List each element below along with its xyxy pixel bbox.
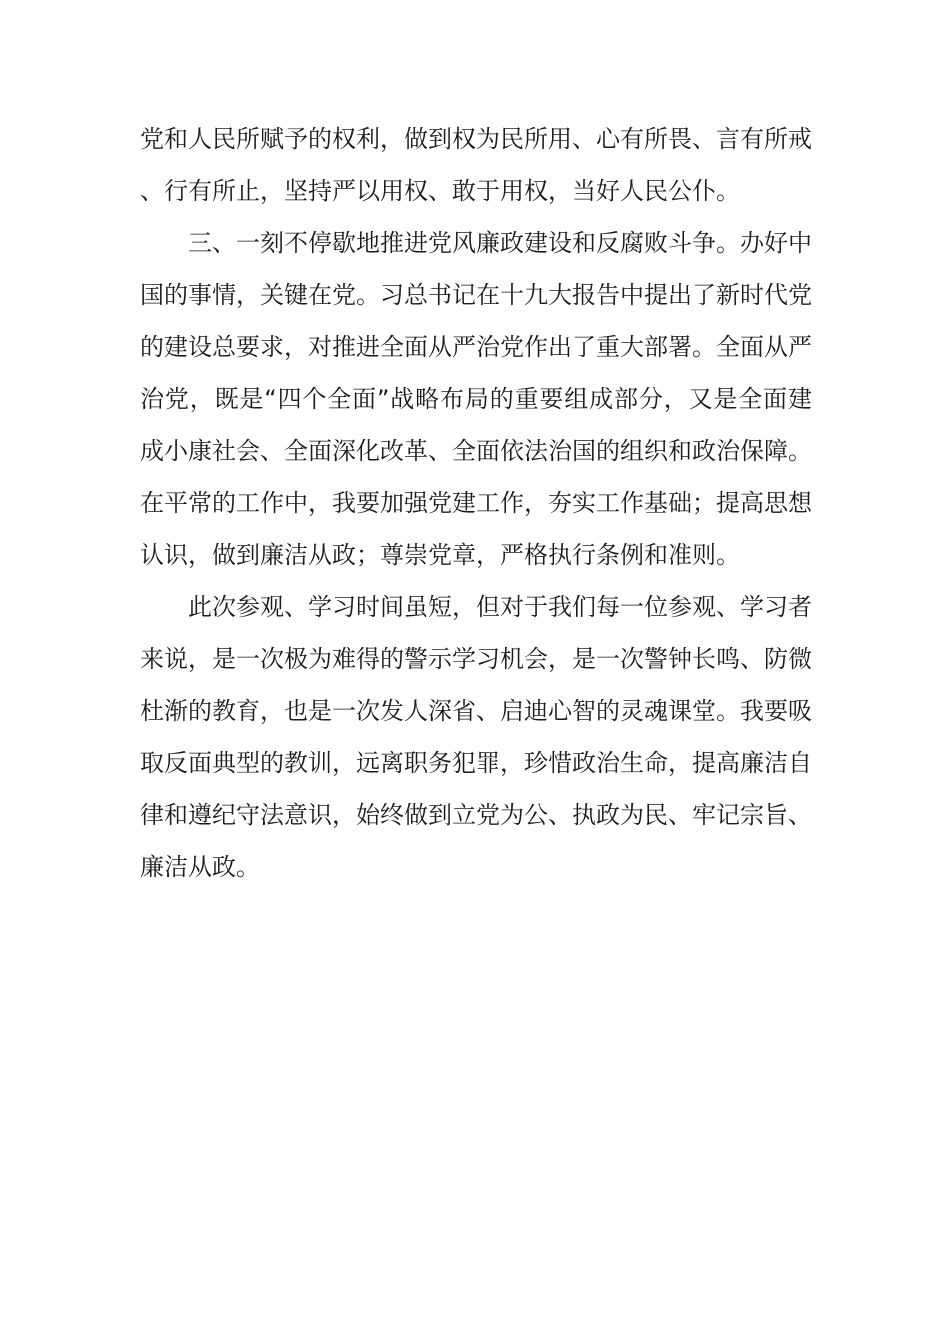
- paragraph-continuation: 党和人民所赋予的权利，做到权为民所用、心有所畏、言有所戒、行有所止，坚持严以用权、敢于用权，当好人民公仆。: [140, 125, 812, 205]
- paragraph-section-three: 三、一刻不停歇地推进党风廉政建设和反腐败斗争。办好中国的事情，关键在党。习总书记在十九大报告中提出了新时代党的建设总要求，对推进全面从严治党作出了重大部署。全面从严治党，既是“四个全面”战略布局的重要组成部分，又是全面建成小康社会、全面深化改革、全面依法治国的组织和政治保障。在平常的工作中，我要加强党建工作，夯实工作基础；提高思想认识，做到廉洁从政；尊崇党章，严格执行条例和准则。: [140, 229, 812, 569]
- document-body: [140, 113, 812, 893]
- paragraph-conclusion: 此次参观、学习时间虽短，但对于我们每一位参观、学习者来说，是一次极为难得的警示学习机会，是一次警钟长鸣、防微杜渐的教育，也是一次发人深省、启迪心智的灵魂课堂。我要吸取反面典型的教训，远离职务犯罪，珍惜政治生命，提高廉洁自律和遵纪守法意识，始终做到立党为公、执政为民、牢记宗旨、廉洁从政。: [140, 593, 812, 881]
